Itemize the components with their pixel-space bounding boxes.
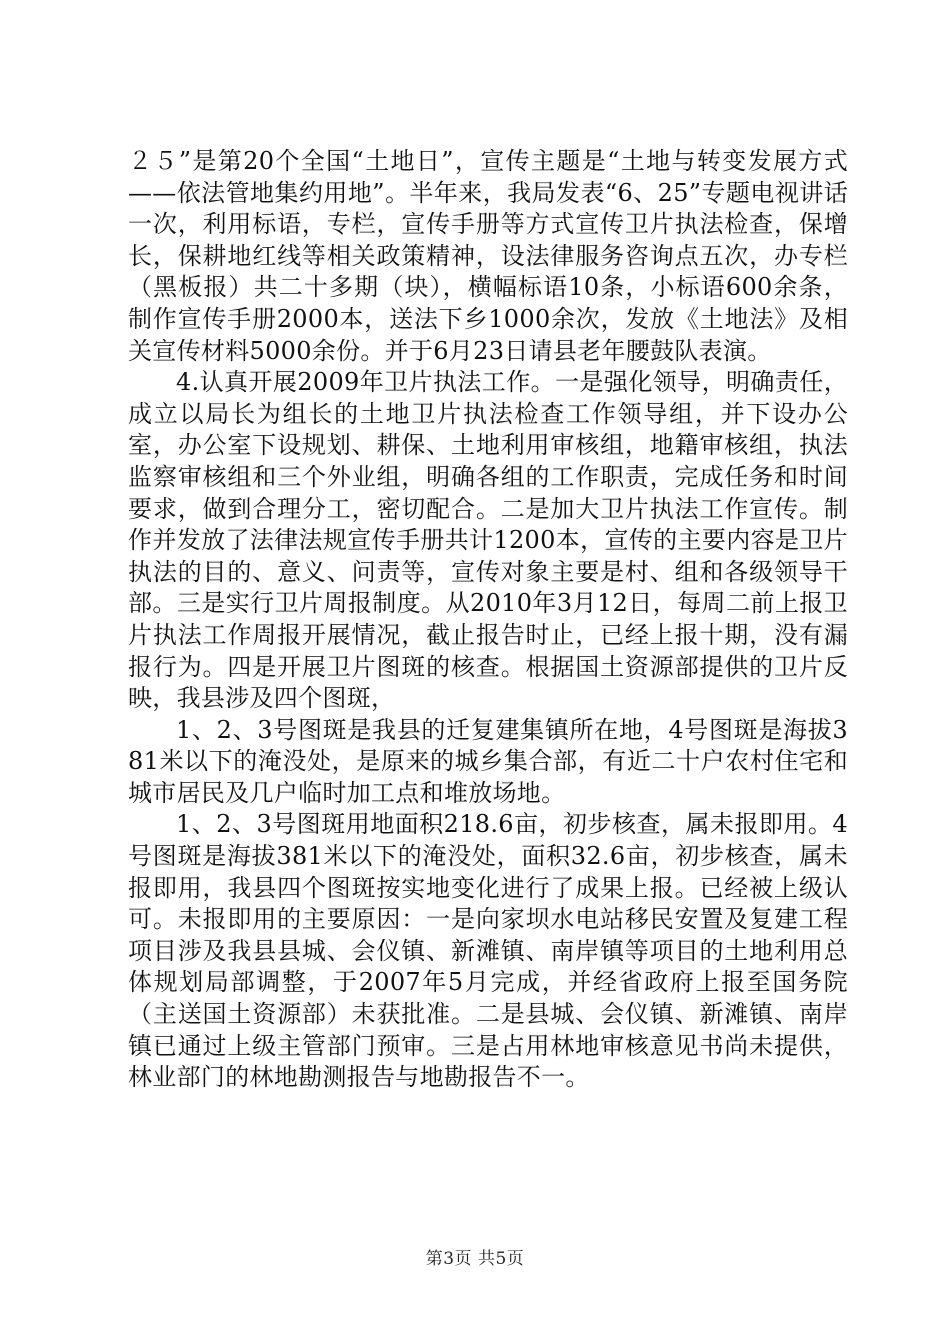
paragraph-satellite-enforcement: 4.认真开展2009年卫片执法工作。一是强化领导，明确责任，成立以局长为组长的土地卫片执法检查工作领导组，并下设办公室，办公室下设规划、耕保、土地利用审核组，地籍审核组，执法监察审核组和三个外业组，明确各组的工作职责，完成任务和时间要求，做到合理分工，密切配合。二是加大卫片执法工作宣传。制作并发放了法律法规宣传手册共计1200本，宣传的主要内容是卫片执法的目的、意义、问责等，宣传对象主要是村、组和各级领导干部。三是实行卫片周报制度。从2010年3月12日，每周二前上报卫片执法工作周报开展情况，截止报告时止，已经上报十期，没有漏报行为。四是开展卫片图斑的核查。根据国土资源部提供的卫片反映，我县涉及四个图斑， xyxy=(128,368,848,713)
paragraph-patch-verification: 1、2、3号图斑用地面积218.6亩，初步核查，属未报即用。4号图斑是海拔381米以下的淹没处，面积32.6亩，初步核查，属未报即用，我县四个图斑按实地变化进行了成果上报。已经被上级认可。未报即用的主要原因：一是向家坝水电站移民安置及复建工程项目涉及我县县城、会仪镇、新滩镇、南岸镇等项目的土地利用总体规划局部调整，于2007年5月完成，并经省政府上报至国务院（主送国土资源部）未获批准。二是县城、会仪镇、新滩镇、南岸镇已通过上级主管部门预审。三是占用林地审核意见书尚未提供，林业部门的林地勘测报告与地勘报告不一。 xyxy=(128,810,848,1092)
page-footer: 第3页 共5页 xyxy=(425,1249,525,1269)
document-body xyxy=(128,146,848,1094)
paragraph-patch-locations: 1、2、3号图斑是我县的迁复建集镇所在地，4号图斑是海拔381米以下的淹没处，是原来的城乡集合部，有近二十户农村住宅和城市居民及几户临时加工点和堆放场地。 xyxy=(128,715,848,807)
paragraph-land-day-publicity: ２５”是第20个全国“土地日”，宣传主题是“土地与转变发展方式——依法管地集约用地”。半年来，我局发表“6、25”专题电视讲话一次，利用标语，专栏，宣传手册等方式宣传卫片执法检查，保增长，保耕地红线等相关政策精神，设法律服务咨询点五次，办专栏（黑板报）共二十多期（块），横幅标语10条，小标语600余条，制作宣传手册2000本，送法下乡1000余次，发放《土地法》及相关宣传材料5000余份。并于6月23日请县老年腰鼓队表演。 xyxy=(128,147,848,365)
